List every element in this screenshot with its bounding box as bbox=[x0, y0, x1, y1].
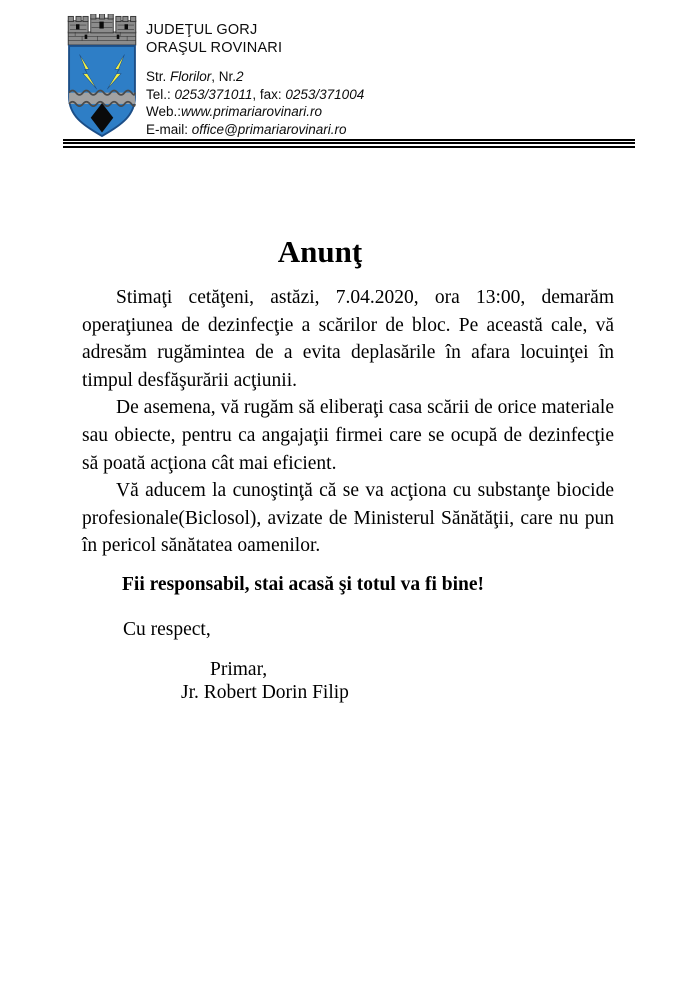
coat-of-arms-icon bbox=[63, 14, 141, 141]
announcement-body bbox=[82, 284, 614, 560]
shield-icon bbox=[69, 46, 135, 136]
text-segment: 0253/371011 bbox=[174, 86, 253, 102]
text-segment: Web.: bbox=[146, 104, 182, 119]
text-segment: 0253/371004 bbox=[285, 86, 365, 102]
page-title: Anunţ bbox=[277, 234, 363, 269]
city-name: ORAŞUL ROVINARI bbox=[146, 40, 283, 56]
coat-of-arms bbox=[63, 14, 141, 141]
slogan-line: Fii responsabil, stai acasă şi totul va fi bine! bbox=[122, 574, 485, 595]
county-name: JUDEŢUL GORJ bbox=[146, 22, 258, 38]
text-segment: , Nr. bbox=[211, 69, 237, 84]
phone-fax-line bbox=[146, 86, 364, 104]
signature-name: Jr. Robert Dorin Filip bbox=[181, 682, 349, 703]
text-segment: office@primariarovinari.ro bbox=[191, 121, 347, 137]
text-segment: www.primariarovinari.ro bbox=[181, 104, 323, 119]
text-segment: Florilor bbox=[170, 69, 212, 84]
contact-block bbox=[146, 68, 364, 138]
address-line bbox=[146, 68, 364, 86]
mural-crown-icon bbox=[68, 14, 136, 45]
text-segment: E-mail: bbox=[146, 121, 192, 137]
signature-role: Primar, bbox=[210, 659, 268, 680]
header-divider bbox=[63, 139, 635, 149]
email-line bbox=[146, 121, 364, 139]
text-segment: , fax: bbox=[252, 86, 286, 102]
body-paragraph: Vă aducem la cunoştinţă că se va acţiona cu substanţe biocide profesionale(Biclosol), avizate de Ministerul Sănătăţii, care nu pun în pericol sănătatea oamenilor. bbox=[82, 480, 614, 557]
text-segment: Tel.: bbox=[146, 86, 175, 102]
text-segment: 2 bbox=[236, 69, 244, 84]
text-segment: Str. bbox=[146, 69, 171, 84]
letterhead bbox=[146, 21, 364, 138]
body-paragraph: De asemena, vă rugăm să eliberaţi casa scării de orice materiale sau obiecte, pentru ca angajaţii firmei care se ocupă de dezinfecţie să poată acţiona cât mai eficient. bbox=[82, 397, 614, 474]
body-paragraph: Stimaţi cetăţeni, astăzi, 7.04.2020, ora 13:00, demarăm operaţiunea de dezinfecţie a scărilor de bloc. Pe această cale, vă adresăm rugămintea de a evita deplasările în afara locuinţei în timpul desfăşurării acţiunii. bbox=[82, 287, 614, 391]
website-line bbox=[146, 103, 364, 121]
closing-line: Cu respect, bbox=[123, 619, 211, 640]
